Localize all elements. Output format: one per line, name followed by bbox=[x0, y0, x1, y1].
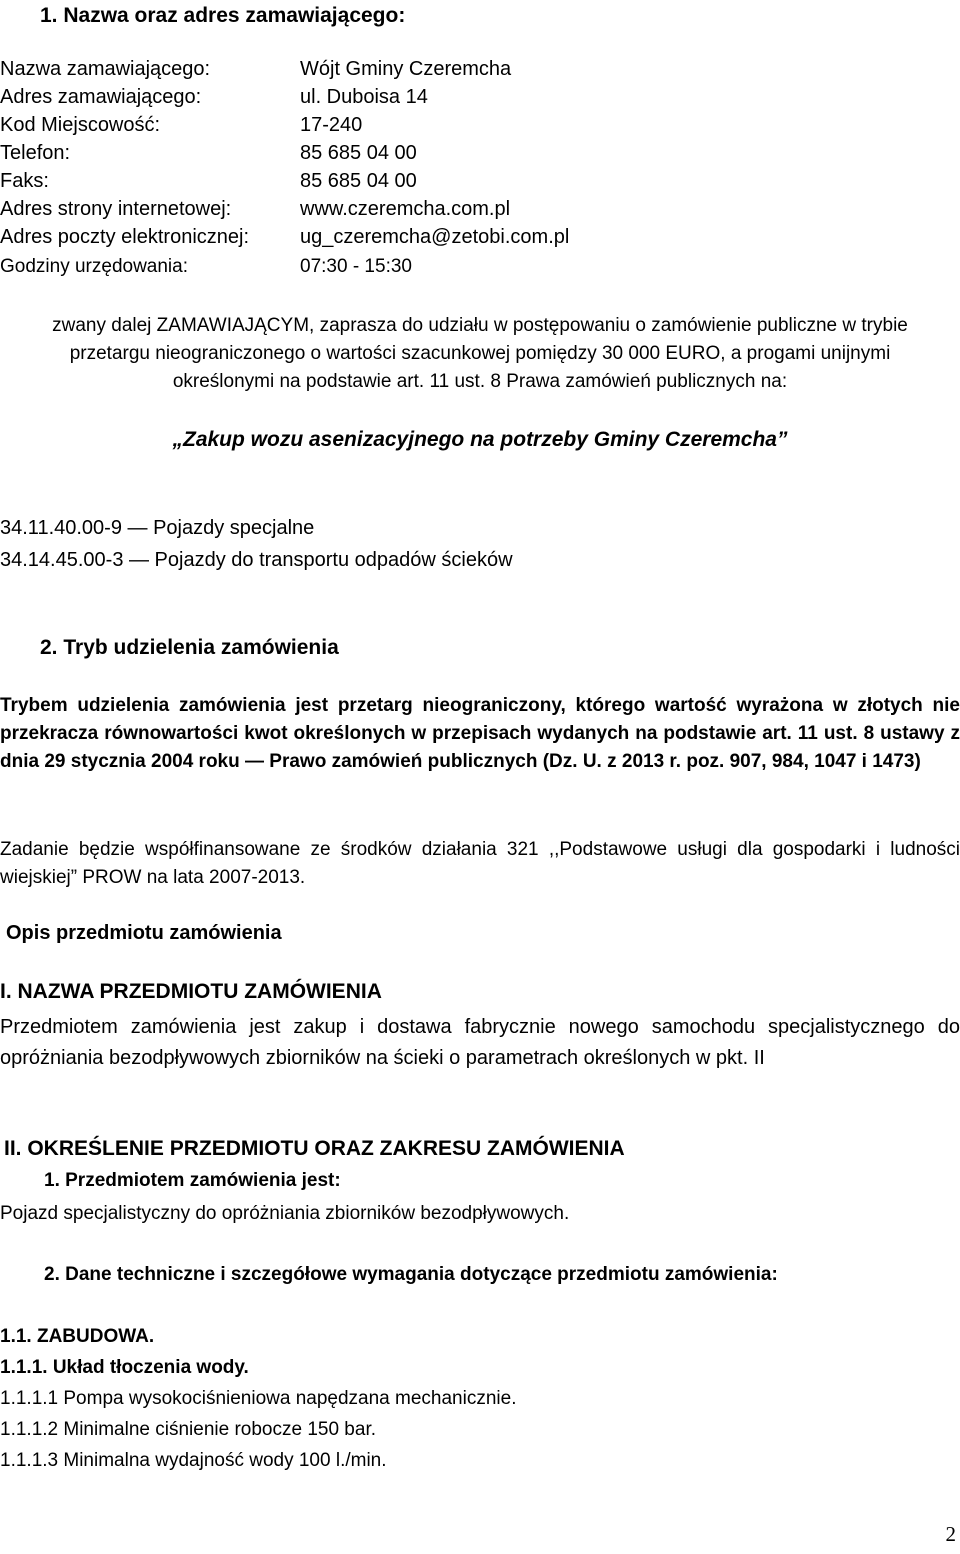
contact-label: Faks: bbox=[0, 170, 49, 192]
contact-value: www.czeremcha.com.pl bbox=[300, 198, 511, 220]
contact-label: Adres poczty elektronicznej: bbox=[0, 226, 250, 248]
opis-heading: Opis przedmiotu zamówienia bbox=[6, 922, 282, 944]
cpv-code: 34.11.40.00-9 — Pojazdy specjalne bbox=[0, 517, 315, 539]
contact-value: 85 685 04 00 bbox=[300, 170, 417, 192]
spec-item: 1.1.1.2 Minimalne ciśnienie robocze 150 bar. bbox=[0, 1419, 377, 1440]
part2-sub1-text: Pojazd specjalistyczny do opróżniania zbiorników bezodpływowych. bbox=[0, 1203, 570, 1224]
contact-value: 07:30 - 15:30 bbox=[300, 256, 412, 277]
mode-paragraph: Trybem udzielenia zamówienia jest przetarg nieograniczony, którego wartość wyrażona w złotych nie przekracza równowartości kwot określonych w przepisach wydanych na podstawie art. 11 ust. 8 ustawy z dnia 29 stycznia 2004 roku — Prawo zamówień publicznych (Dz. U. z 2013 r. poz. 907, 984, 1047 i 1473) bbox=[0, 695, 960, 772]
contact-label: Telefon: bbox=[0, 142, 71, 164]
contact-label: Nazwa zamawiającego: bbox=[0, 58, 211, 80]
contact-row bbox=[0, 58, 960, 86]
part2-sub1: 1. Przedmiotem zamówienia jest: bbox=[44, 1170, 341, 1191]
contact-label: Godziny urzędowania: bbox=[0, 256, 188, 277]
spec-item: 1.1.1.3 Minimalna wydajność wody 100 l./min. bbox=[0, 1450, 387, 1471]
contact-value: ug_czeremcha@zetobi.com.pl bbox=[300, 226, 570, 248]
contact-value: 85 685 04 00 bbox=[300, 142, 417, 164]
contact-value: Wójt Gminy Czeremcha bbox=[300, 58, 512, 80]
contact-value: 17-240 bbox=[300, 114, 363, 136]
part2-heading: II. OKREŚLENIE PRZEDMIOTU ORAZ ZAKRESU ZAMÓWIENIA bbox=[4, 1137, 625, 1160]
part2-sub2: 2. Dane techniczne i szczegółowe wymagania dotyczące przedmiotu zamówienia: bbox=[44, 1264, 778, 1285]
contact-row bbox=[0, 198, 960, 226]
contact-label: Adres zamawiającego: bbox=[0, 86, 202, 108]
contact-label: Kod Miejscowość: bbox=[0, 114, 161, 136]
procurement-title: „Zakup wozu asenizacyjnego na potrzeby Gminy Czeremcha” bbox=[172, 428, 788, 451]
spec-item: 1.1.1.1 Pompa wysokociśnieniowa napędzana mechanicznie. bbox=[0, 1388, 517, 1409]
contact-row bbox=[0, 256, 960, 284]
spec-heading: 1.1. ZABUDOWA. bbox=[0, 1326, 155, 1347]
part1-heading: I. NAZWA PRZEDMIOTU ZAMÓWIENIA bbox=[0, 980, 382, 1003]
contact-label: Adres strony internetowej: bbox=[0, 198, 232, 220]
contact-row bbox=[0, 170, 960, 198]
intro-line: przetargu nieograniczonego o wartości szacunkowej pomiędzy 30 000 EURO, a progami unijnymi bbox=[69, 343, 891, 364]
part1-paragraph: Przedmiotem zamówienia jest zakup i dostawa fabrycznie nowego samochodu specjalistycznego do opróżniania bezodpływowych zbiorników na ścieki o parametrach określonych w pkt. II bbox=[0, 1016, 960, 1069]
intro-line: określonymi na podstawie art. 11 ust. 8 Prawa zamówień publicznych na: bbox=[172, 371, 788, 392]
contact-value: ul. Duboisa 14 bbox=[300, 86, 428, 108]
intro-line: zwany dalej ZAMAWIAJĄCYM, zaprasza do udziału w postępowaniu o zamówienie publiczne w trybie bbox=[52, 315, 908, 336]
section1-heading: 1. Nazwa oraz adres zamawiającego: bbox=[40, 4, 406, 27]
contact-row bbox=[0, 86, 960, 114]
contact-row bbox=[0, 142, 960, 170]
cofinance-paragraph: Zadanie będzie współfinansowane ze środków działania 321 ,,Podstawowe usługi dla gospodarki i ludności wiejskiej” PROW na lata 2007-2013. bbox=[0, 839, 960, 888]
section2-heading: 2. Tryb udzielenia zamówienia bbox=[40, 636, 339, 659]
contact-row bbox=[0, 114, 960, 142]
contact-row bbox=[0, 226, 960, 254]
cpv-code: 34.14.45.00-3 — Pojazdy do transportu odpadów ścieków bbox=[0, 549, 513, 571]
page-number: 2 bbox=[945, 1522, 956, 1546]
spec-subheading: 1.1.1. Układ tłoczenia wody. bbox=[0, 1357, 249, 1378]
